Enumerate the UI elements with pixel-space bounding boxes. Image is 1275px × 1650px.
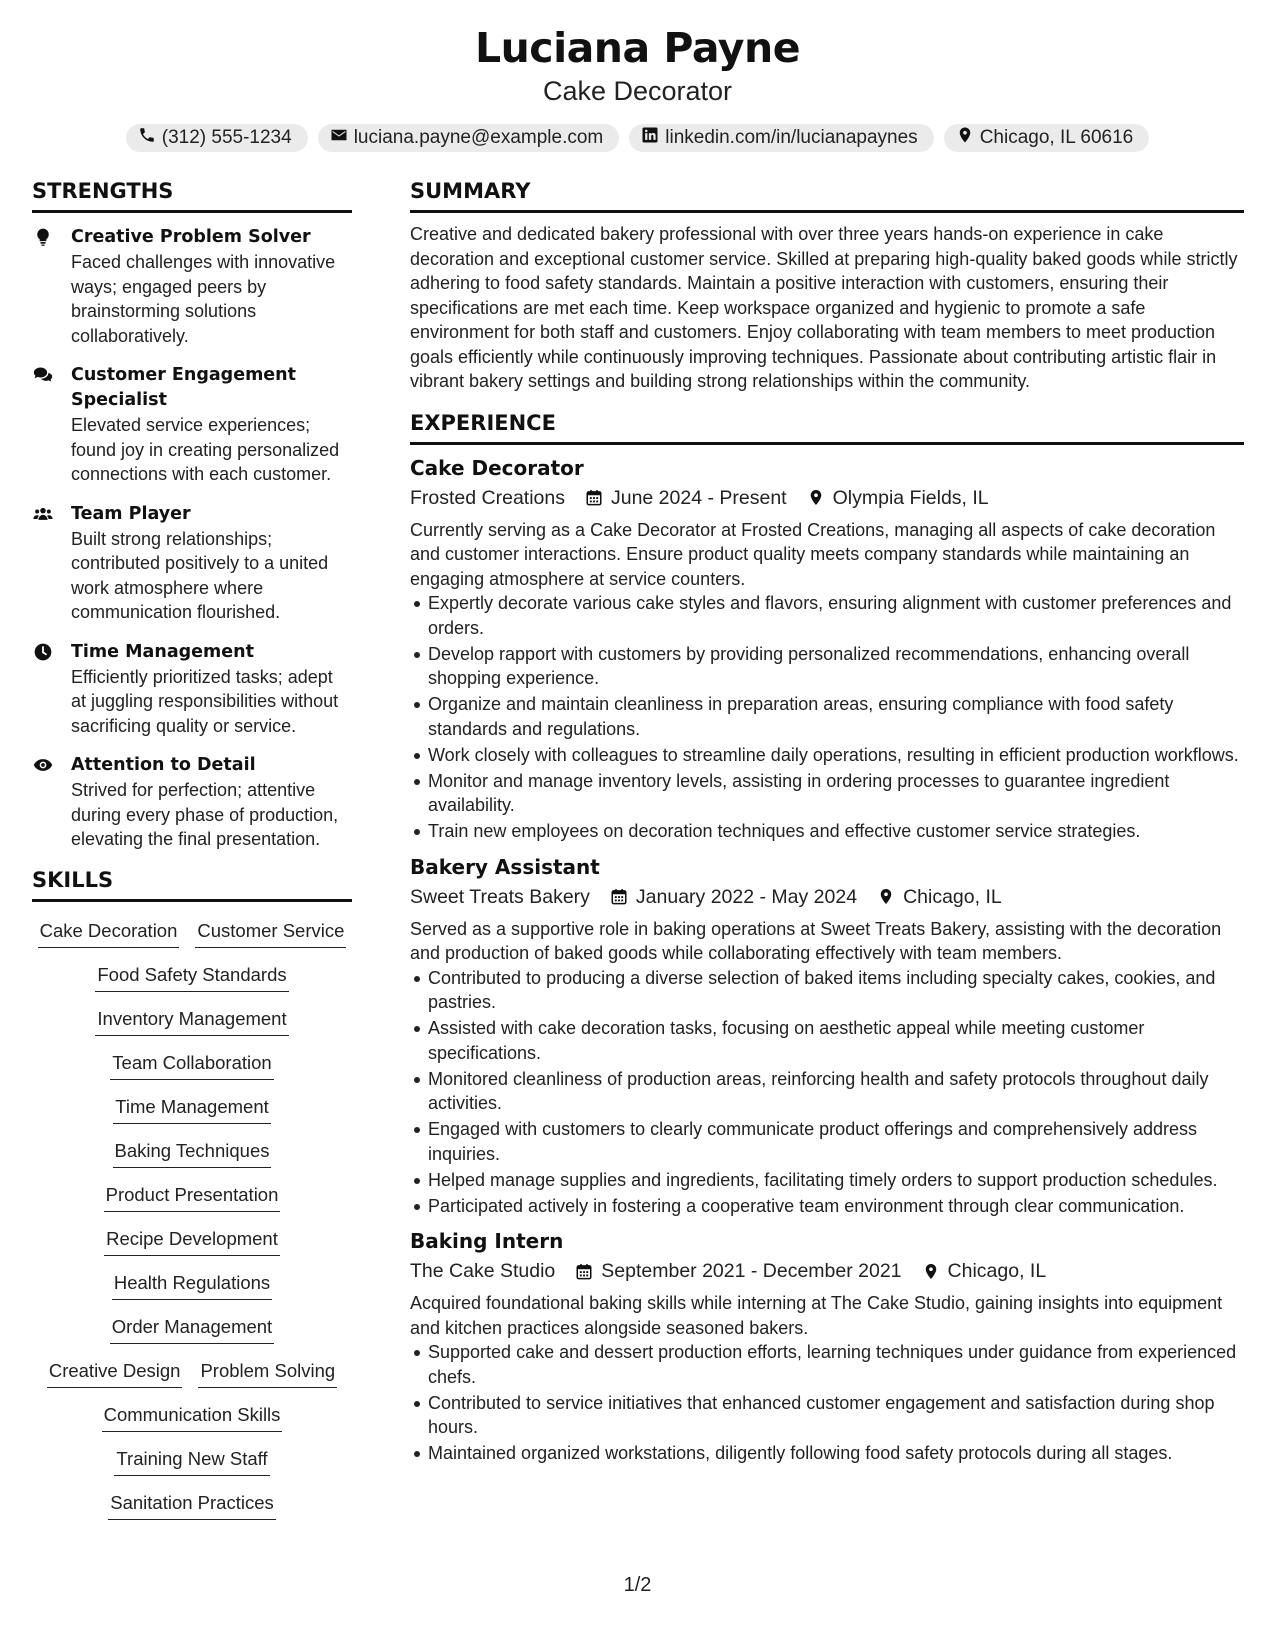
eye-icon	[32, 755, 54, 775]
lightbulb-icon	[32, 227, 54, 247]
skills-row	[32, 1394, 352, 1438]
contact-email[interactable]	[318, 124, 620, 152]
contact-location[interactable]	[944, 124, 1150, 152]
job-title: Bakery Assistant	[410, 854, 600, 879]
strengths-list	[32, 225, 352, 852]
skills-row	[32, 1042, 352, 1086]
job-title: Baking Intern	[410, 1229, 564, 1253]
job-bullet: Organize and maintain cleanliness in preparation areas, ensuring compliance with food safety standards and regulations.	[410, 692, 1244, 741]
skills-row	[32, 1218, 352, 1262]
clock-icon	[32, 642, 54, 662]
skills-row	[32, 1130, 352, 1174]
skills-list	[32, 910, 352, 1526]
strength-title: Team Player	[71, 503, 191, 524]
strength-item	[32, 225, 352, 348]
strength-title: Attention to Detail	[71, 755, 256, 775]
linkedin-icon	[641, 126, 659, 150]
skills-row	[32, 1438, 352, 1482]
skills-row	[32, 910, 352, 954]
job-title: Cake Decorator	[410, 455, 584, 480]
strength-item	[32, 753, 352, 852]
skill-tag: Inventory Management	[95, 1002, 288, 1036]
job-bullet: Expertly decorate various cake styles and flavors, ensuring alignment with customer preferences and orders.	[410, 591, 1244, 640]
job-dates: September 2021 - December 2021	[601, 1260, 902, 1282]
skill-tag: Food Safety Standards	[95, 958, 288, 992]
skill-tag: Sanitation Practices	[108, 1486, 276, 1520]
skills-row	[32, 998, 352, 1042]
strength-desc: Strived for perfection; attentive during every phase of production, elevating the final presentation.	[71, 780, 339, 849]
job-bullet: Engaged with customers to clearly communicate product offerings and comprehensively address inquiries.	[410, 1117, 1244, 1166]
skills-row	[32, 1350, 352, 1394]
skills-row	[32, 1306, 352, 1350]
phone-icon	[138, 126, 156, 150]
skill-tag: Problem Solving	[198, 1354, 337, 1388]
job-bullet: Monitored cleanliness of production areas, reinforcing health and safety protocols throughout daily activities.	[410, 1067, 1244, 1116]
skill-tag: Time Management	[113, 1090, 271, 1124]
job-company: Frosted Creations	[410, 486, 565, 509]
job-meta	[410, 1257, 1244, 1285]
job-dates: January 2022 - May 2024	[635, 885, 858, 908]
users-icon	[32, 504, 54, 524]
strength-desc: Built strong relationships; contributed positively to a united work atmosphere where communication flourished.	[71, 528, 329, 622]
job-bullet: Develop rapport with customers by providing personalized recommendations, enhancing overall shopping experience.	[410, 642, 1244, 691]
strength-item	[32, 363, 352, 487]
strength-desc: Faced challenges with innovative ways; engaged peers by brainstorming solutions collaboratively.	[71, 252, 336, 346]
skills-heading: SKILLS	[32, 867, 352, 902]
contact-text: luciana.payne@example.com	[353, 127, 604, 148]
skill-tag: Team Collaboration	[110, 1046, 273, 1080]
job-description: Served as a supportive role in baking operations at Sweet Treats Bakery, assisting with the decoration and production of baked goods while collaborating effectively with team members.	[410, 918, 1222, 963]
candidate-title: Cake Decorator	[542, 76, 733, 106]
strength-desc: Efficiently prioritized tasks; adept at juggling responsibilities without sacrificing quality or service.	[71, 666, 339, 736]
job-bullet: Train new employees on decoration techniques and effective customer service strategies.	[410, 819, 1244, 844]
contact-bar	[0, 124, 1275, 152]
calendar-icon	[585, 488, 603, 507]
summary-text: Creative and dedicated bakery professional with over three years hands-on experience in cake decoration and exceptional customer service. Skilled at preparing high-quality baked goods while strictly adhering to food safety standards. Maintain a positive interaction with customers, ensuring their specifications are met each time. Keep workspace organized and hygienic to promote a safe environment for both staff and customers. Enjoy collaborating with team members to meet production goals efficiently while continuously improving techniques. Passionate about contributing artistic flair in vibrant bakery settings and building strong relationships within the community.	[410, 224, 1238, 391]
skill-tag: Product Presentation	[104, 1178, 281, 1212]
location-icon	[956, 126, 974, 150]
job-location: Chicago, IL	[947, 1260, 1047, 1282]
skills-row	[32, 954, 352, 998]
job-bullet: Monitor and manage inventory levels, assisting in ordering processes to guarantee ingredient availability.	[410, 769, 1244, 818]
job-dates: June 2024 - Present	[610, 486, 787, 509]
skills-row	[32, 1086, 352, 1130]
skill-tag: Training New Staff	[114, 1442, 269, 1476]
job-description: Acquired foundational baking skills while interning at The Cake Studio, gaining insights into equipment and kitchen practices alongside seasoned bakers.	[410, 1293, 1223, 1338]
email-icon	[330, 126, 348, 150]
job-bullet: Maintained organized workstations, diligently following food safety protocols during all stages.	[410, 1441, 1244, 1466]
skill-tag: Creative Design	[47, 1354, 183, 1388]
job-bullet: Participated actively in fostering a cooperative team environment through clear communication.	[410, 1194, 1244, 1219]
job-entry	[410, 455, 1244, 844]
strength-title: Creative Problem Solver	[71, 227, 311, 247]
job-meta	[410, 883, 1244, 911]
contact-linkedin[interactable]	[629, 124, 933, 152]
location-icon	[807, 488, 825, 507]
job-company: Sweet Treats Bakery	[410, 885, 590, 908]
calendar-icon	[575, 1262, 593, 1281]
right-column	[410, 178, 1244, 1467]
job-meta	[410, 484, 1244, 512]
chat-bubbles-icon	[32, 365, 54, 385]
job-bullet: Assisted with cake decoration tasks, focusing on aesthetic appeal while meeting customer specifications.	[410, 1016, 1244, 1065]
skill-tag: Cake Decoration	[38, 914, 180, 948]
skills-row	[32, 1174, 352, 1218]
location-icon	[922, 1262, 940, 1281]
job-entry	[410, 854, 1244, 1219]
skills-row	[32, 1262, 352, 1306]
candidate-name: Luciana Payne	[474, 24, 801, 72]
resume-header	[0, 22, 1275, 152]
calendar-icon	[610, 887, 628, 906]
job-location: Chicago, IL	[903, 885, 1002, 908]
job-bullet: Helped manage supplies and ingredients, facilitating timely orders to support production schedules.	[410, 1168, 1244, 1193]
strength-title: Customer Engagement Specialist	[71, 365, 297, 410]
strengths-heading: STRENGTHS	[32, 178, 352, 213]
job-bullets	[410, 1340, 1244, 1466]
skill-tag: Order Management	[110, 1310, 274, 1344]
job-company: The Cake Studio	[410, 1260, 556, 1282]
job-bullets	[410, 591, 1244, 844]
skill-tag: Baking Techniques	[113, 1134, 272, 1168]
page-number: 1/2	[623, 1574, 652, 1596]
skill-tag: Customer Service	[195, 914, 346, 948]
contact-text: linkedin.com/in/lucianapaynes	[665, 127, 918, 148]
strength-item	[32, 502, 352, 625]
skills-row	[32, 1482, 352, 1526]
summary-heading: SUMMARY	[410, 178, 1244, 213]
job-bullets	[410, 966, 1244, 1219]
strength-item	[32, 640, 352, 739]
job-bullet: Work closely with colleagues to streamline daily operations, resulting in efficient production workflows.	[410, 743, 1244, 768]
skill-tag: Recipe Development	[104, 1222, 280, 1256]
job-bullet: Contributed to service initiatives that enhanced customer engagement and satisfaction during shop hours.	[410, 1391, 1244, 1440]
strength-title: Time Management	[71, 641, 254, 662]
job-bullet: Supported cake and dessert production efforts, learning techniques under guidance from experienced chefs.	[410, 1340, 1244, 1389]
job-description: Currently serving as a Cake Decorator at Frosted Creations, managing all aspects of cake decoration and customer interactions. Ensure product quality meets company standards while maintaining an engaging atmosphere at service counters.	[410, 519, 1216, 589]
job-entry	[410, 1228, 1244, 1466]
job-location: Olympia Fields, IL	[832, 486, 989, 509]
contact-phone[interactable]	[126, 124, 308, 152]
skill-tag: Health Regulations	[112, 1266, 272, 1300]
experience-heading: EXPERIENCE	[410, 410, 1244, 445]
contact-text: (312) 555-1234	[161, 127, 292, 148]
strength-desc: Elevated service experiences; found joy in creating personalized connections with each customer.	[71, 415, 340, 484]
left-column	[32, 178, 352, 1526]
contact-text: Chicago, IL 60616	[979, 127, 1134, 148]
skill-tag: Communication Skills	[102, 1398, 283, 1432]
job-bullet: Contributed to producing a diverse selection of baked items including specialty cakes, cookies, and pastries.	[410, 966, 1244, 1015]
location-icon	[877, 887, 895, 906]
